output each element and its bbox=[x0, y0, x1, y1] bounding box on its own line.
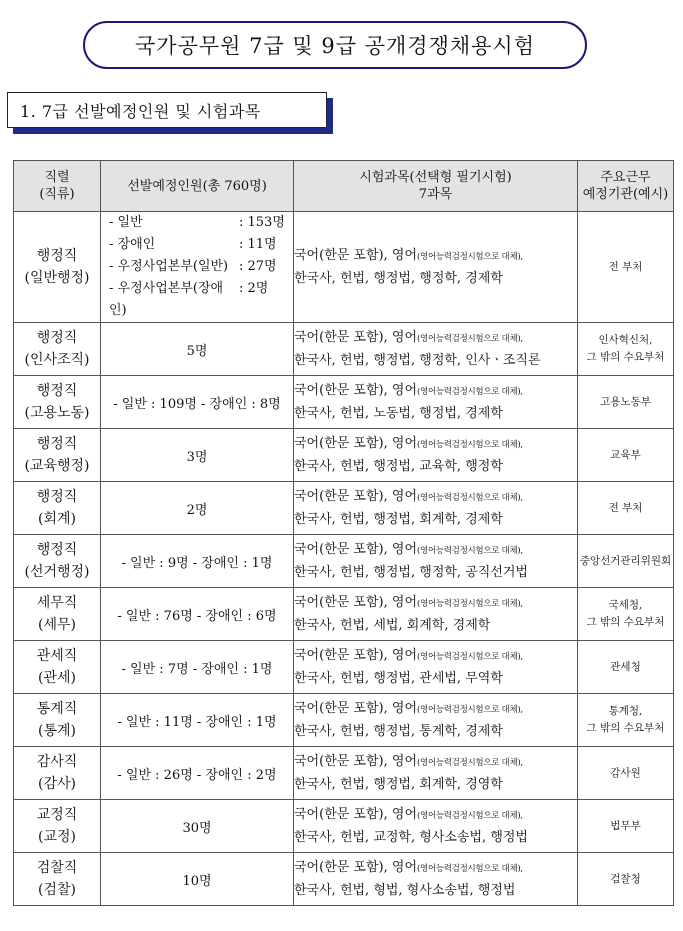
org-cell bbox=[578, 482, 674, 535]
count-value: 2명 bbox=[186, 502, 208, 518]
header-org bbox=[578, 161, 674, 212]
count-value: - 일반 : 9명 - 장애인 : 1명 bbox=[121, 555, 273, 571]
job-title: 행정직 bbox=[36, 489, 78, 505]
subjects-english-note: (영어능력검정시험으로 대체), bbox=[417, 810, 523, 821]
org-line1: 국세청, bbox=[608, 599, 643, 611]
subjects-english-note: (영어능력검정시험으로 대체), bbox=[417, 651, 523, 662]
header-count bbox=[101, 161, 294, 212]
subjects-line1 bbox=[294, 486, 577, 509]
job-cell bbox=[14, 482, 101, 535]
count-cell bbox=[101, 588, 294, 641]
subjects-cell bbox=[294, 641, 578, 694]
section-heading bbox=[7, 92, 327, 128]
org-cell bbox=[578, 588, 674, 641]
count-item-value: : 153명 bbox=[239, 215, 285, 230]
org-cell bbox=[578, 212, 674, 323]
table-header-row bbox=[14, 161, 674, 212]
subjects-line2: 한국사, 헌법, 형법, 형사소송법, 행정법 bbox=[294, 882, 516, 898]
org-line1: 통계청, bbox=[608, 705, 643, 717]
subjects-line1 bbox=[294, 245, 577, 268]
org-line2: 그 밖의 수요부처 bbox=[586, 722, 665, 734]
table-row bbox=[14, 800, 674, 853]
count-value: - 일반 : 11명 - 장애인 : 1명 bbox=[117, 714, 277, 730]
subjects-english-note: (영어능력검정시험으로 대체), bbox=[417, 333, 523, 344]
org-line1: 전 부처 bbox=[608, 260, 643, 273]
org-cell bbox=[578, 694, 674, 747]
table-row bbox=[14, 429, 674, 482]
job-subtype: (회계) bbox=[38, 511, 76, 527]
subjects-english-note: (영어능력검정시험으로 대체), bbox=[417, 386, 523, 397]
section-heading-label: 1. 7급 선발예정인원 및 시험과목 bbox=[7, 92, 327, 128]
job-cell bbox=[14, 853, 101, 906]
page-title: 국가공무원 7급 및 9급 공개경쟁채용시험 bbox=[83, 21, 587, 69]
count-item-label: - 우정사업본부(일반) bbox=[109, 259, 229, 274]
job-cell bbox=[14, 641, 101, 694]
subjects-prefix: 국어(한문 포함), 영어 bbox=[294, 859, 418, 875]
table-row bbox=[14, 535, 674, 588]
subjects-prefix: 국어(한문 포함), 영어 bbox=[294, 700, 418, 716]
table-row bbox=[14, 747, 674, 800]
subjects-line1 bbox=[294, 645, 577, 668]
job-subtype: (관세) bbox=[38, 670, 76, 686]
job-title: 통계직 bbox=[36, 701, 78, 717]
job-title: 행정직 bbox=[36, 383, 78, 399]
count-cell bbox=[101, 800, 294, 853]
org-cell bbox=[578, 376, 674, 429]
org-cell bbox=[578, 641, 674, 694]
subjects-line2: 한국사, 헌법, 행정법, 회계학, 경영학 bbox=[294, 776, 503, 792]
job-cell bbox=[14, 535, 101, 588]
subjects-line2: 한국사, 헌법, 행정법, 관세법, 무역학 bbox=[294, 670, 503, 686]
subjects-english-note: (영어능력검정시험으로 대체), bbox=[417, 439, 523, 450]
header-job-line1: 직렬 bbox=[44, 170, 70, 185]
org-line1: 인사혁신처, bbox=[598, 334, 653, 346]
count-value: 30명 bbox=[182, 820, 212, 836]
count-cell bbox=[101, 747, 294, 800]
subjects-cell bbox=[294, 535, 578, 588]
job-subtype: (인사조직) bbox=[24, 352, 90, 368]
subjects-english-note: (영어능력검정시험으로 대체), bbox=[417, 251, 523, 262]
subjects-english-note: (영어능력검정시험으로 대체), bbox=[417, 863, 523, 874]
org-cell bbox=[578, 429, 674, 482]
job-title: 교정직 bbox=[36, 807, 78, 823]
subjects-english-note: (영어능력검정시험으로 대체), bbox=[417, 545, 523, 556]
subjects-line2: 한국사, 헌법, 노동법, 행정법, 경제학 bbox=[294, 405, 503, 421]
org-cell bbox=[578, 535, 674, 588]
subjects-line2: 한국사, 헌법, 행정법, 행정학, 인사ㆍ조직론 bbox=[294, 352, 541, 368]
subjects-cell bbox=[294, 800, 578, 853]
subjects-prefix: 국어(한문 포함), 영어 bbox=[294, 753, 418, 769]
table-row bbox=[14, 482, 674, 535]
subjects-prefix: 국어(한문 포함), 영어 bbox=[294, 541, 418, 557]
job-cell bbox=[14, 429, 101, 482]
subjects-cell bbox=[294, 853, 578, 906]
subjects-cell bbox=[294, 588, 578, 641]
count-item-label: - 우정사업본부(장애인) bbox=[109, 281, 224, 318]
subjects-line2: 한국사, 헌법, 행정법, 행정학, 공직선거법 bbox=[294, 564, 528, 580]
subjects-line2: 한국사, 헌법, 행정법, 교육학, 행정학 bbox=[294, 458, 503, 474]
subjects-english-note: (영어능력검정시험으로 대체), bbox=[417, 704, 523, 715]
header-job-line2: (직류) bbox=[39, 187, 75, 202]
count-item-value: : 2명 bbox=[239, 281, 269, 296]
header-subjects bbox=[294, 161, 578, 212]
count-item-value: : 11명 bbox=[239, 237, 277, 252]
count-cell bbox=[101, 694, 294, 747]
count-cell bbox=[101, 212, 294, 323]
job-subtype: (고용노동) bbox=[24, 405, 90, 421]
subjects-line1 bbox=[294, 857, 577, 880]
count-item bbox=[109, 256, 293, 278]
subjects-line1 bbox=[294, 539, 577, 562]
count-item bbox=[109, 278, 293, 322]
org-line1: 고용노동부 bbox=[600, 395, 651, 408]
subjects-line2: 한국사, 헌법, 교정학, 형사소송법, 행정법 bbox=[294, 829, 528, 845]
subjects-prefix: 국어(한문 포함), 영어 bbox=[294, 435, 418, 451]
subjects-line2: 한국사, 헌법, 행정법, 회계학, 경제학 bbox=[294, 511, 503, 527]
count-item-label: - 일반 bbox=[109, 215, 143, 230]
table-row bbox=[14, 641, 674, 694]
job-title: 행정직 bbox=[36, 542, 78, 558]
table-row bbox=[14, 588, 674, 641]
subjects-line1 bbox=[294, 380, 577, 403]
count-item-label: - 장애인 bbox=[109, 237, 156, 252]
subjects-prefix: 국어(한문 포함), 영어 bbox=[294, 382, 418, 398]
selection-table bbox=[13, 160, 674, 906]
org-line1: 교육부 bbox=[610, 448, 641, 461]
header-subjects-line1: 시험과목(선택형 필기시험) bbox=[359, 170, 512, 185]
subjects-prefix: 국어(한문 포함), 영어 bbox=[294, 329, 418, 345]
header-org-line2: 예정기관(예시) bbox=[582, 187, 669, 202]
count-item-value: : 27명 bbox=[239, 259, 277, 274]
job-title: 검찰직 bbox=[36, 860, 78, 876]
job-title: 관세직 bbox=[36, 648, 78, 664]
org-line2: 그 밖의 수요부처 bbox=[586, 351, 665, 363]
org-line1: 검찰청 bbox=[610, 872, 641, 885]
job-title: 행정직 bbox=[36, 248, 78, 264]
subjects-cell bbox=[294, 482, 578, 535]
subjects-line1 bbox=[294, 592, 577, 615]
org-line1: 감사원 bbox=[610, 766, 641, 779]
subjects-line1 bbox=[294, 698, 577, 721]
subjects-cell bbox=[294, 212, 578, 323]
count-value: 5명 bbox=[186, 343, 208, 359]
count-item bbox=[109, 212, 293, 234]
subjects-cell bbox=[294, 323, 578, 376]
subjects-line1 bbox=[294, 804, 577, 827]
subjects-english-note: (영어능력검정시험으로 대체), bbox=[417, 598, 523, 609]
job-subtype: (세무) bbox=[38, 617, 76, 633]
count-value: - 일반 : 76명 - 장애인 : 6명 bbox=[117, 608, 277, 624]
table-row bbox=[14, 853, 674, 906]
org-line1: 전 부처 bbox=[608, 501, 643, 514]
job-cell bbox=[14, 323, 101, 376]
subjects-line1 bbox=[294, 433, 577, 456]
table-row bbox=[14, 212, 674, 323]
job-cell bbox=[14, 694, 101, 747]
count-value: - 일반 : 109명 - 장애인 : 8명 bbox=[113, 396, 281, 412]
job-cell bbox=[14, 747, 101, 800]
count-cell bbox=[101, 853, 294, 906]
subjects-prefix: 국어(한문 포함), 영어 bbox=[294, 488, 418, 504]
job-subtype: (교육행정) bbox=[24, 458, 90, 474]
job-cell bbox=[14, 212, 101, 323]
subjects-line2: 한국사, 헌법, 행정법, 행정학, 경제학 bbox=[294, 270, 503, 286]
job-title: 감사직 bbox=[36, 754, 78, 770]
count-value: - 일반 : 7명 - 장애인 : 1명 bbox=[121, 661, 273, 677]
count-cell bbox=[101, 323, 294, 376]
subjects-prefix: 국어(한문 포함), 영어 bbox=[294, 806, 418, 822]
job-subtype: (교정) bbox=[38, 829, 76, 845]
subjects-prefix: 국어(한문 포함), 영어 bbox=[294, 594, 418, 610]
job-subtype: (선거행정) bbox=[24, 564, 90, 580]
job-subtype: (검찰) bbox=[38, 882, 76, 898]
table-row bbox=[14, 323, 674, 376]
count-cell bbox=[101, 641, 294, 694]
table-row bbox=[14, 694, 674, 747]
header-org-line1: 주요근무 bbox=[600, 170, 651, 185]
org-cell bbox=[578, 800, 674, 853]
job-cell bbox=[14, 588, 101, 641]
count-item bbox=[109, 234, 293, 256]
count-cell bbox=[101, 535, 294, 588]
subjects-line2: 한국사, 헌법, 행정법, 통계학, 경제학 bbox=[294, 723, 503, 739]
job-title: 행정직 bbox=[36, 436, 78, 452]
subjects-english-note: (영어능력검정시험으로 대체), bbox=[417, 492, 523, 503]
job-subtype: (일반행정) bbox=[24, 270, 90, 286]
subjects-cell bbox=[294, 694, 578, 747]
header-subjects-line2: 7과목 bbox=[418, 187, 453, 202]
job-subtype: (통계) bbox=[38, 723, 76, 739]
org-line1: 중앙선거관리위원회 bbox=[579, 554, 672, 567]
org-line1: 법무부 bbox=[610, 819, 641, 832]
count-value: 10명 bbox=[182, 873, 212, 889]
count-cell bbox=[101, 429, 294, 482]
org-cell bbox=[578, 323, 674, 376]
header-job bbox=[14, 161, 101, 212]
org-line1: 관세청 bbox=[610, 660, 641, 673]
count-cell bbox=[101, 482, 294, 535]
subjects-prefix: 국어(한문 포함), 영어 bbox=[294, 247, 418, 263]
org-cell bbox=[578, 853, 674, 906]
org-line2: 그 밖의 수요부처 bbox=[586, 616, 665, 628]
job-title: 세무직 bbox=[36, 595, 78, 611]
subjects-line1 bbox=[294, 327, 577, 350]
table-row bbox=[14, 376, 674, 429]
job-title: 행정직 bbox=[36, 330, 78, 346]
org-cell bbox=[578, 747, 674, 800]
subjects-cell bbox=[294, 376, 578, 429]
subjects-english-note: (영어능력검정시험으로 대체), bbox=[417, 757, 523, 768]
subjects-line2: 한국사, 헌법, 세법, 회계학, 경제학 bbox=[294, 617, 491, 633]
count-cell bbox=[101, 376, 294, 429]
subjects-line1 bbox=[294, 751, 577, 774]
job-cell bbox=[14, 800, 101, 853]
subjects-cell bbox=[294, 747, 578, 800]
count-value: - 일반 : 26명 - 장애인 : 2명 bbox=[117, 767, 277, 783]
job-cell bbox=[14, 376, 101, 429]
count-value: 3명 bbox=[186, 449, 208, 465]
header-count-label: 선발예정인원(총 760명) bbox=[127, 178, 267, 194]
subjects-cell bbox=[294, 429, 578, 482]
job-subtype: (감사) bbox=[38, 776, 76, 792]
subjects-prefix: 국어(한문 포함), 영어 bbox=[294, 647, 418, 663]
